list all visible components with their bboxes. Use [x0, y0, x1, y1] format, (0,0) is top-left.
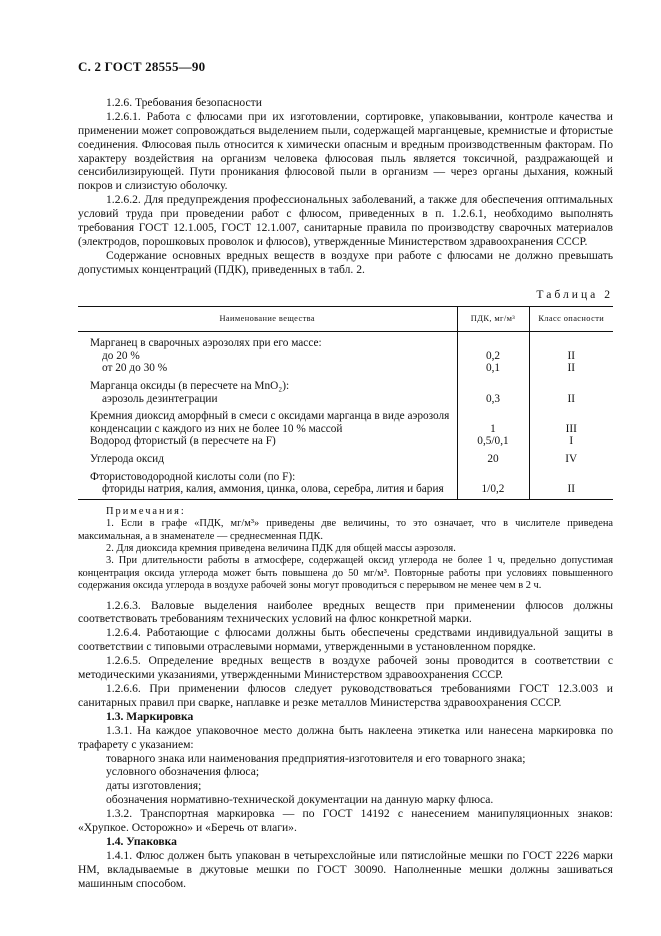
paragraph-1-2-6-1: 1.2.6.1. Работа с флюсами при их изготовлении, сортировке, упаковывании, контроле качества и применении может сопровождаться выделением пыли, содержащей марганцевые, кремнистые и фтористые соединения. Флюсовая пыль относится к химически опасным и вредным производственным факторам. По характеру воздействия на организм человека флюсовая пыль является токсичной, раздражающей и сенсибилизирующей. Пути проникания флюсовой пыли в организм — через органы дыхания, кожный покров и слизистую оболочку.	[78, 109, 613, 193]
cell-hazard-class: I	[529, 435, 613, 448]
notes-title: Примечания:	[106, 505, 186, 517]
cell-substance: от 20 до 30 %	[102, 362, 168, 375]
note-1: 1. Если в графе «ПДК, мг/м³» приведены две величины, то это означает, что в числителе приведена максимальная, а в знаменателе — среднесменная ПДК.	[78, 518, 613, 542]
cell-substance: до 20 %	[102, 349, 140, 362]
paragraph-1-3-2: 1.3.2. Транспортная маркировка — по ГОСТ 14192 с нанесением манипуляционных знаков: «Хрупкое. Осторожно» и «Беречь от влаги».	[78, 807, 613, 835]
cell-substance: Марганец в сварочных аэрозолях при его массе:	[90, 337, 322, 350]
note-2: 2. Для диоксида кремния приведена величина ПДК для общей массы аэрозоля.	[106, 542, 456, 554]
table-row	[78, 405, 613, 423]
table-row	[78, 362, 613, 375]
cell-hazard-class: II	[529, 350, 613, 363]
paragraph-1-2-6-3: 1.2.6.3. Валовые выделения наиболее вредных веществ при применении флюсов должны соответствовать требованиям технических условий на флюс конкретной марки.	[78, 598, 613, 626]
cell-substance: Водород фтористый (в пересчете на F)	[90, 435, 276, 448]
cell-pdk: 1	[457, 423, 529, 436]
cell-pdk: 1/0,2	[457, 483, 529, 499]
table-row	[78, 350, 613, 363]
cell-pdk: 0,3	[457, 393, 529, 406]
cell-pdk: 20	[457, 448, 529, 466]
paragraph-1-2-6-6: 1.2.6.6. При применении флюсов следует руководствоваться требованиями ГОСТ 12.3.003 и санитарных правил при сварке, наплавке и резке металлов Министерства здравоохранения СССР.	[78, 682, 613, 709]
table-header-row	[78, 306, 613, 332]
section-title-1-4: 1.4. Упаковка	[106, 834, 177, 848]
table-row	[78, 332, 613, 350]
cell-hazard-class: II	[529, 362, 613, 375]
cell-substance: Углерода оксид	[90, 452, 164, 465]
table-caption: Таблица 2	[536, 287, 613, 301]
cell-substance: Кремния диоксид аморфный в смеси с оксидами марганца в виде аэрозоля	[90, 410, 450, 423]
table-row	[78, 393, 613, 406]
section-title-1-3: 1.3. Маркировка	[106, 709, 194, 723]
cell-substance: аэрозоль дезинтеграции	[102, 392, 218, 405]
paragraph-1-2-6-4: 1.2.6.4. Работающие с флюсами должны быть обеспечены средствами индивидуальной защиты в соответствии с типовыми отраслевыми нормами, утвержденными в установленном порядке.	[78, 626, 613, 654]
table-row	[78, 448, 613, 466]
section-title-1-2-6: 1.2.6. Требования безопасности	[106, 95, 262, 109]
paragraph-1-3-1: 1.3.1. На каждое упаковочное место должна быть наклеена этикетка или нанесена маркировка по трафарету с указанием:	[78, 723, 613, 751]
header-substance: Наименование вещества	[78, 306, 457, 332]
table-row	[78, 435, 613, 448]
table-row	[78, 423, 613, 436]
list-item: обозначения нормативно-технической документации на данную марку флюса.	[106, 793, 494, 807]
cell-hazard-class: IV	[529, 448, 613, 466]
cell-substance: конденсации с каждого из них не более 10 % массой	[90, 422, 343, 435]
cell-pdk: 0,1	[457, 362, 529, 375]
cell-hazard-class: III	[529, 423, 613, 436]
table-row	[78, 375, 613, 393]
cell-substance: Марганца оксиды (в пересчете на MnO₂):	[90, 379, 290, 392]
cell-substance: фториды натрия, калия, аммония, цинка, олова, серебра, лития и бария	[102, 483, 444, 496]
table-2	[78, 306, 613, 500]
header-hazard-class: Класс опасности	[529, 306, 613, 332]
page-header: С. 2 ГОСТ 28555—90	[78, 59, 206, 74]
paragraph-1-2-6-2: 1.2.6.2. Для предупреждения профессиональных заболеваний, а также для обеспечения оптимальных условий труда при проведении работ с флюсом, приведенных в п. 1.2.6.1, необходимо выполнять требования ГОСТ 12.1.005, ГОСТ 12.1.007, санитарные правила по производству сварочных материалов (электродов, порошковых проволок и флюсов), утвержденные Министерством здравоохранения СССР.	[78, 193, 613, 248]
cell-hazard-class: II	[529, 393, 613, 406]
list-item: условного обозначения флюса;	[106, 765, 260, 779]
note-3: 3. При длительности работы в атмосфере, содержащей оксид углерода не более 1 ч, предельно допустимая концентрация оксида углерода может быть повышена до 50 мг/м³. Повторные работы при условиях повышенного содержания оксида углерода в воздухе рабочей зоны могут проводиться с перерывом не менее чем в 2 ч.	[78, 555, 613, 592]
list-item: товарного знака или наименования предприятия-изготовителя и его товарного знака;	[106, 751, 526, 765]
paragraph-1-2-6-5: 1.2.6.5. Определение вредных веществ в воздухе рабочей зоны проводится в соответствии с методическими указаниями, утвержденными Министерством здравоохранения СССР.	[78, 654, 613, 682]
table-notes	[78, 506, 613, 593]
table-row	[78, 483, 613, 499]
cell-pdk: 0,2	[457, 350, 529, 363]
header-pdk: ПДК, мг/м³	[457, 306, 529, 332]
list-item: даты изготовления;	[106, 779, 202, 793]
paragraph-1-4-1: 1.4.1. Флюс должен быть упакован в четырехслойные или пятислойные мешки по ГОСТ 2226 марки НМ, вкладываемые в джутовые мешки по ГОСТ 30090. Наполненные мешки должны зашиваться машинным способом.	[78, 848, 613, 890]
cell-pdk: 0,5/0,1	[457, 435, 529, 448]
table-row	[78, 466, 613, 484]
cell-hazard-class: II	[529, 483, 613, 499]
cell-substance: Фтористоводородной кислоты соли (по F):	[90, 470, 296, 483]
paragraph-table-intro: Содержание основных вредных веществ в воздухе при работе с флюсами не должно превышать допустимых концентраций (ПДК), приведенных в табл. 2.	[78, 248, 613, 276]
